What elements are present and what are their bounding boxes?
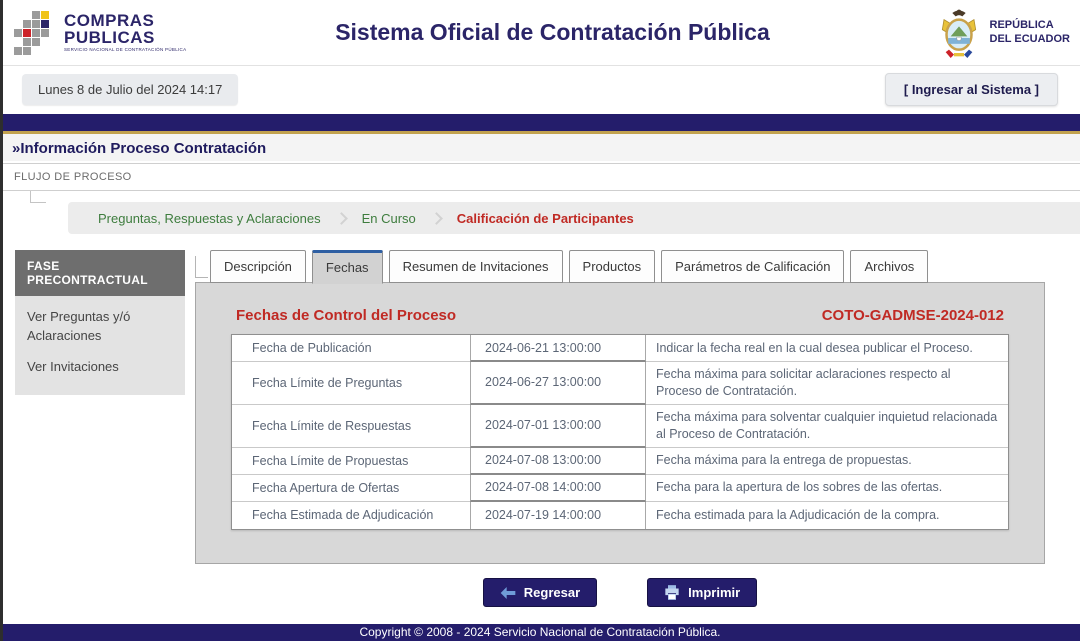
republic-text — [990, 19, 1070, 47]
breadcrumb-connector-line — [30, 191, 46, 203]
ecuador-coat-of-arms-icon — [934, 6, 984, 60]
republic-line1: REPÚBLICA — [989, 19, 1054, 32]
panel-header — [231, 299, 1009, 334]
print-button[interactable] — [647, 578, 757, 607]
breadcrumb-item-en-curso[interactable]: En Curso — [361, 210, 416, 226]
tab-archivos[interactable]: Archivos — [850, 250, 928, 283]
sidebar-body — [15, 296, 185, 395]
chevron-right-icon — [335, 212, 348, 225]
republic-block — [934, 6, 1070, 60]
section-strip — [0, 134, 1080, 161]
date-label: Fecha Límite de Propuestas — [232, 448, 470, 475]
current-datetime: Lunes 8 de Julio del 2024 14:17 — [22, 74, 238, 105]
date-description: Fecha estimada para la Adjudicación de la compra. — [656, 507, 940, 522]
section-title: »Información Proceso Contratación — [12, 140, 267, 157]
date-label: Fecha Apertura de Ofertas — [232, 475, 470, 502]
logo-line2: PUBLICAS — [64, 28, 155, 48]
date-value: 2024-06-21 13:00:00 — [470, 335, 646, 362]
tab-fechas[interactable]: Fechas — [312, 250, 383, 284]
left-arrow-icon — [500, 586, 516, 600]
sidebar — [15, 250, 185, 395]
breadcrumb — [68, 202, 1080, 234]
sidebar-item-ver-preguntas[interactable]: Ver Preguntas y/ó Aclaraciones — [27, 309, 131, 343]
republic-line2: DEL ECUADOR — [989, 33, 1070, 45]
panel-heading: Fechas de Control del Proceso — [236, 307, 457, 324]
breadcrumb-item-preguntas[interactable]: Preguntas, Respuestas y Aclaraciones — [98, 210, 321, 226]
tab-bar — [210, 250, 1045, 283]
main-area — [0, 250, 1080, 607]
date-description: Fecha máxima para solventar cualquier inquietud relacionada al Proceso de Contratación. — [646, 405, 1008, 448]
sidebar-item-ver-invitaciones[interactable]: Ver Invitaciones — [27, 358, 119, 374]
tabs-connector-line — [195, 256, 208, 278]
date-label: Fecha Estimada de Adjudicación — [252, 508, 434, 522]
date-value: 2024-07-01 13:00:00 — [470, 405, 646, 448]
content-area — [195, 250, 1045, 607]
sub-header — [0, 66, 1080, 112]
fechas-panel — [195, 282, 1045, 564]
date-description: Fecha máxima para la entrega de propuestas. — [646, 448, 1008, 475]
date-value: 2024-07-19 14:00:00 — [470, 502, 646, 529]
tab-descripcion[interactable]: Descripción — [210, 250, 306, 283]
top-header — [0, 0, 1080, 66]
date-label: Fecha Límite de Preguntas — [232, 362, 470, 405]
tab-productos[interactable]: Productos — [569, 250, 656, 283]
dates-table — [231, 334, 1009, 530]
navy-divider-bar — [0, 114, 1080, 134]
chevron-right-icon — [430, 212, 443, 225]
process-code: COTO-GADMSE-2024-012 — [821, 307, 1004, 324]
breadcrumb-item-calificacion: Calificación de Participantes — [456, 210, 634, 226]
date-label: Fecha Límite de Respuestas — [232, 405, 470, 448]
date-description: Fecha máxima para solicitar aclaraciones respecto al Proceso de Contratación. — [646, 362, 1008, 405]
back-button[interactable] — [483, 578, 597, 607]
date-value: 2024-06-27 13:00:00 — [470, 362, 646, 405]
window-left-edge — [0, 0, 3, 641]
logo-text — [64, 12, 186, 53]
process-flow-label: FLUJO DE PROCESO — [0, 163, 1080, 191]
logo-line1: COMPRAS — [64, 11, 155, 31]
date-description: Fecha para la apertura de los sobres de las ofertas. — [646, 475, 1008, 502]
date-value: 2024-07-08 14:00:00 — [470, 475, 646, 502]
back-button-label: Regresar — [523, 585, 581, 600]
action-buttons — [195, 578, 1045, 607]
footer-copyright: Copyright © 2008 - 2024 Servicio Nacional de Contratación Pública. — [0, 624, 1080, 641]
logo-tagline: SERVICIO NACIONAL DE CONTRATACIÓN PÚBLICA — [64, 47, 187, 53]
date-description: Indicar la fecha real en la cual desea publicar el Proceso. — [646, 335, 1008, 362]
compras-publicas-logo — [14, 11, 199, 55]
print-button-label: Imprimir — [688, 585, 741, 600]
date-value: 2024-07-08 13:00:00 — [470, 448, 646, 475]
tab-resumen-invitaciones[interactable]: Resumen de Invitaciones — [389, 250, 563, 283]
compras-publicas-pixel-logo-icon — [14, 11, 58, 55]
printer-icon — [664, 585, 680, 600]
page-title: Sistema Oficial de Contratación Pública — [335, 19, 770, 45]
date-label: Fecha de Publicación — [232, 335, 470, 362]
login-button[interactable]: [ Ingresar al Sistema ] — [885, 73, 1058, 106]
tab-parametros-calificacion[interactable]: Parámetros de Calificación — [661, 250, 844, 283]
sidebar-title: FASE PRECONTRACTUAL — [15, 250, 185, 296]
